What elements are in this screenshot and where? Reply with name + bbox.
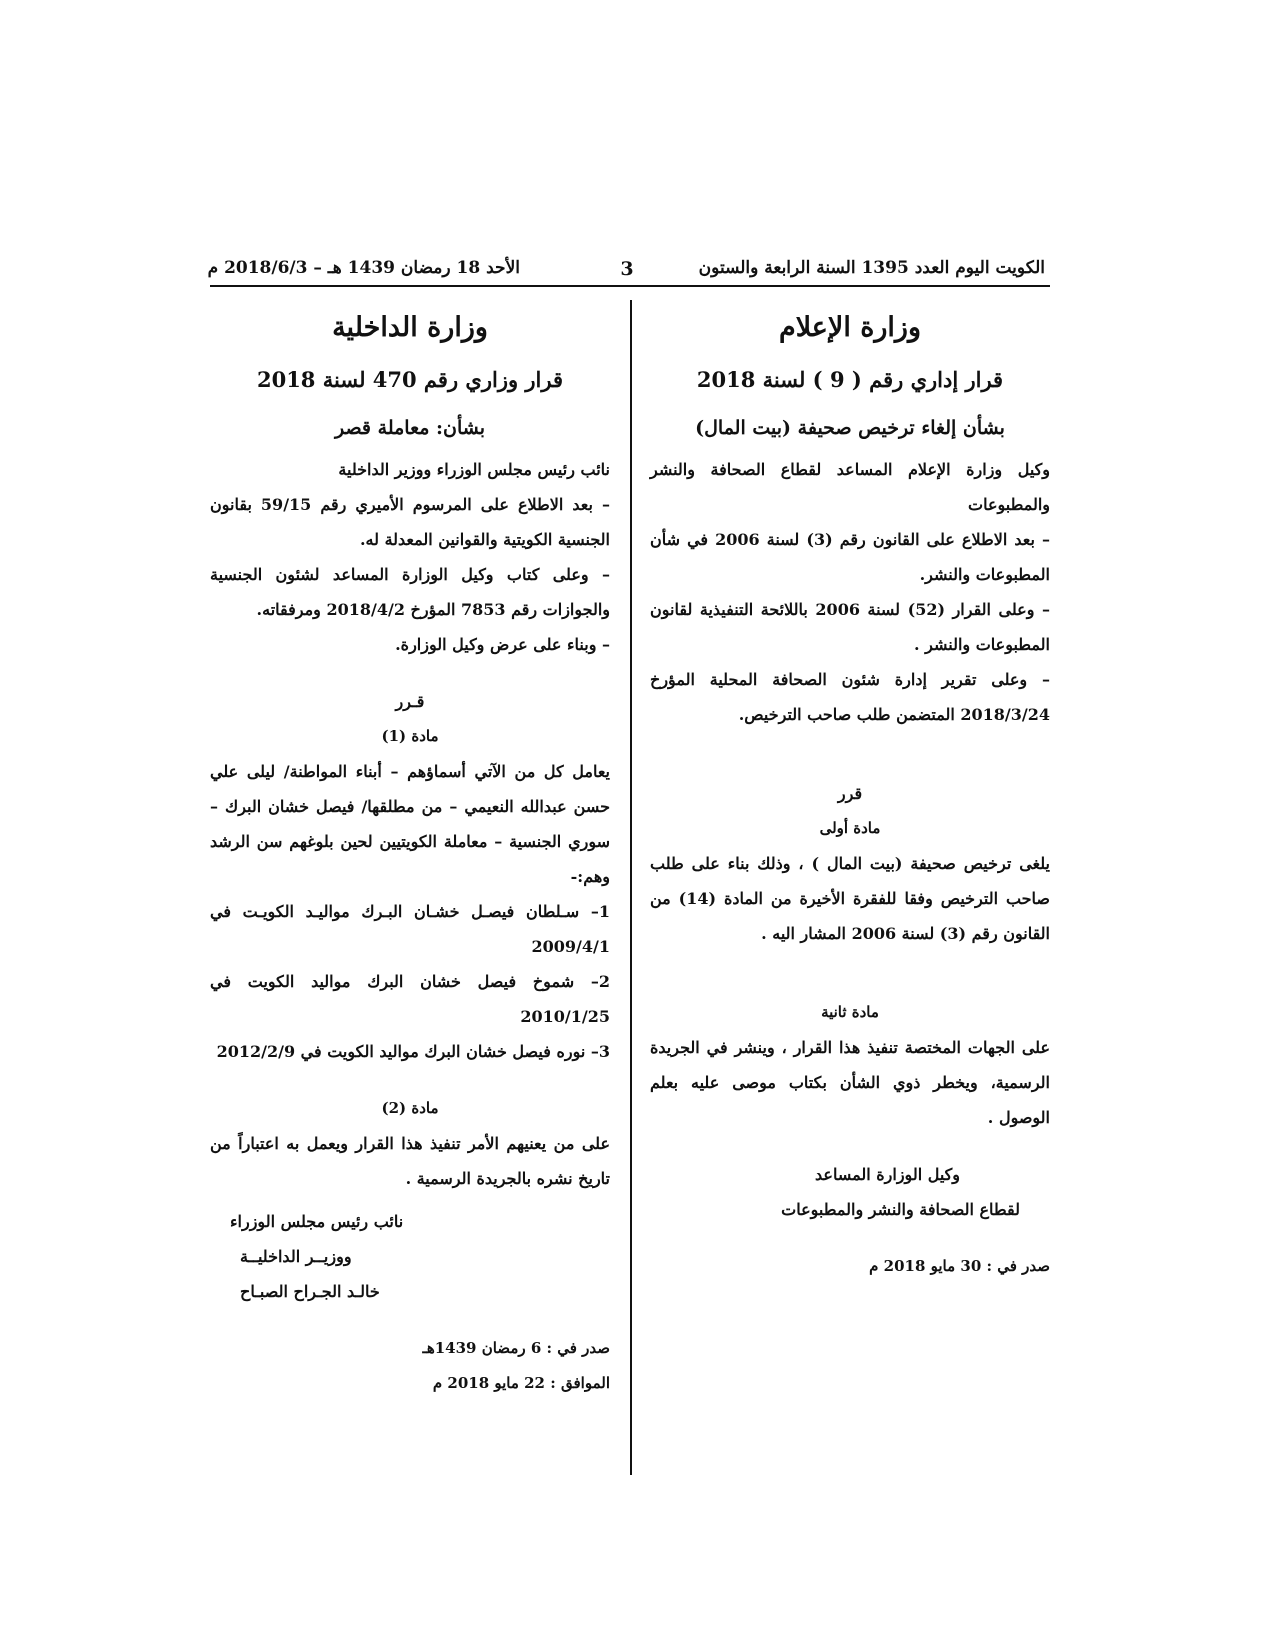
article-title: مادة أولى <box>819 819 881 837</box>
preamble-line: – بعد الاطلاع على القانون رقم (3) لسنة 2006 في شأن المطبوعات والنشر. <box>650 530 1051 584</box>
preamble-line: – بعد الاطلاع على المرسوم الأميري رقم 59/15 بقانون الجنسية الكويتية والقوانين المعدلة له. <box>210 495 610 549</box>
signature-line: نائب رئيس مجلس الوزراء <box>230 1212 404 1231</box>
preamble-line: وكيل وزارة الإعلام المساعد لقطاع الصحافة والنشر والمطبوعات <box>650 460 1050 514</box>
article-text: يلغى ترخيص صحيفة (بيت المال ) ، وذلك بناء على طلب صاحب الترخيص وفقا للفقرة الأخيرة من المادة (14) من القانون رقم (3) لسنة 2006 المشار اليه . <box>650 854 1051 943</box>
preamble-line: – وعلى القرار (52) لسنة 2006 باللائحة التنفيذية لقانون المطبوعات والنشر . <box>650 600 1051 654</box>
signature-line: خالـد الجـراح الصبـاح <box>240 1282 380 1301</box>
preamble-line: – وبناء على عرض وكيل الوزارة. <box>395 635 610 654</box>
interior-ministry-column <box>210 300 610 1401</box>
header-rule <box>210 285 1050 287</box>
child-entry: 2– شموخ فيصل خشان البرك مواليد الكويت في 2010/1/25 <box>210 972 610 1026</box>
decided-heading: قرر <box>837 784 863 803</box>
signature-line: ووزيــر الداخليــة <box>240 1247 352 1266</box>
column-divider <box>630 300 632 1475</box>
article-title: مادة (1) <box>381 727 439 745</box>
preamble-line: نائب رئيس مجلس الوزراء ووزير الداخلية <box>338 460 610 479</box>
article-text: على من يعنيهم الأمر تنفيذ هذا القرار ويعمل به اعتباراً من تاريخ نشره بالجريدة الرسمية . <box>210 1134 610 1188</box>
signature-line: وكيل الوزارة المساعد <box>815 1165 960 1184</box>
decided-heading: قـرر <box>395 692 425 711</box>
ministry-title: وزارة الإعلام <box>778 312 921 343</box>
article-text: يعامل كل من الآتي أسماؤهم – أبناء المواطنة/ ليلى علي حسن عبدالله النعيمي – من مطلقها/ فيصل خشان البرك – سوري الجنسية – معاملة الكويتيين لحين بلوغهم سن الرشد وهم:- <box>210 762 610 886</box>
information-ministry-column <box>650 300 1050 1284</box>
issued-date: صدر في : 30 مايو 2018 م <box>869 1257 1050 1275</box>
ministry-title: وزارة الداخلية <box>332 312 488 343</box>
header-page-number: 3 <box>620 258 634 280</box>
preamble-line: – وعلى كتاب وكيل الوزارة المساعد لشئون الجنسية والجوازات رقم 7853 المؤرخ 2018/4/2 ومرفقاته. <box>210 565 610 619</box>
issued-date-hijri: صدر في : 6 رمضان 1439هـ <box>422 1339 610 1357</box>
header-issue-info: الكويت اليوم العدد 1395 السنة الرابعة والستون <box>698 258 1045 278</box>
article-text: على الجهات المختصة تنفيذ هذا القرار ، وينشر في الجريدة الرسمية، ويخطر ذوي الشأن بكتاب موصى عليه بعلم الوصول . <box>650 1038 1050 1127</box>
article-title: مادة ثانية <box>821 1003 879 1021</box>
decision-subject: بشأن: معاملة قصر <box>334 417 486 439</box>
signature-line: لقطاع الصحافة والنشر والمطبوعات <box>781 1200 1020 1219</box>
decision-subject: بشأن إلغاء ترخيص صحيفة (بيت المال) <box>695 417 1005 439</box>
child-entry: 1– سـلطان فيصـل خشـان البـرك مواليـد الكويـت في 2009/4/1 <box>210 902 610 956</box>
preamble-line: – وعلى تقرير إدارة شئون الصحافة المحلية المؤرخ 2018/3/24 المتضمن طلب صاحب الترخيص. <box>650 670 1050 724</box>
decision-title: قرار إداري رقم ( 9 ) لسنة 2018 <box>696 367 1004 392</box>
article-title: مادة (2) <box>381 1099 439 1117</box>
decision-title: قرار وزاري رقم 470 لسنة 2018 <box>256 367 564 392</box>
issued-date-gregorian: الموافق : 22 مايو 2018 م <box>432 1374 610 1392</box>
header-date: الأحد 18 رمضان 1439 هـ – 2018/6/3 م <box>207 258 520 278</box>
child-entry: 3– نوره فيصل خشان البرك مواليد الكويت في 2012/2/9 <box>216 1042 610 1061</box>
